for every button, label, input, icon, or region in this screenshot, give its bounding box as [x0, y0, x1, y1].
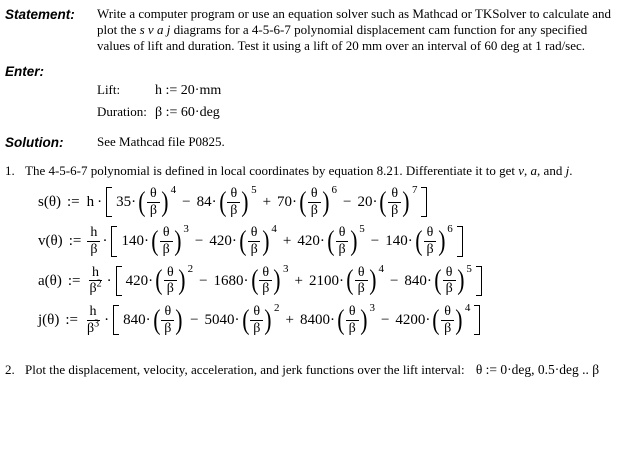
right-paren: ): [161, 185, 169, 218]
term-exponent: 4: [170, 184, 177, 196]
left-bracket: [111, 226, 117, 256]
fraction-denominator: β: [164, 320, 172, 336]
term-exponent: 2: [274, 302, 280, 315]
multiply-dot: ·: [104, 311, 110, 328]
theta-beta-ratio: [137, 186, 176, 218]
theta-beta-ratio: [218, 186, 257, 218]
fraction-numerator: θ: [336, 225, 349, 242]
duration-label: Duration:: [97, 104, 147, 119]
denominator-exponent: 3: [94, 318, 100, 330]
italic-text: s v a j: [139, 22, 171, 37]
right-paren: ): [456, 264, 465, 297]
denominator-exponent: 2: [96, 278, 102, 290]
operator: −: [194, 233, 204, 250]
step-2: [5, 362, 613, 378]
term-exponent: 4: [464, 302, 471, 315]
theta-beta-ratio: [431, 304, 470, 336]
plain-text: Write a computer program or use an equation solver such as Mathcad or TKSolver to calculate and plot the: [97, 6, 612, 37]
fraction-numerator: θ: [308, 186, 321, 203]
step-1-number: 1.: [5, 163, 15, 178]
enter-spacer: [97, 63, 613, 80]
theta-beta-fraction: [441, 304, 454, 336]
theta-beta-fraction: [355, 265, 368, 297]
right-paren: ): [368, 264, 377, 297]
operator: +: [294, 272, 303, 289]
coefficient-fraction: [86, 265, 104, 297]
term-exponent: 6: [447, 223, 453, 236]
assign-operator: :=: [65, 311, 78, 328]
left-paren: (: [138, 185, 146, 218]
fraction-numerator: h: [87, 304, 100, 321]
left-paren: (: [241, 303, 250, 336]
plain-text: ,: [524, 163, 531, 178]
lift-definition: h := 20·mm: [155, 83, 222, 98]
fraction-numerator: θ: [355, 265, 368, 282]
left-paren: (: [414, 225, 423, 258]
theta-beta-fraction: [160, 225, 173, 257]
left-paren: (: [327, 225, 335, 258]
coefficient-fraction: [87, 225, 100, 257]
enter-values-section: [5, 80, 613, 126]
enter-row-lift: [97, 82, 613, 104]
operator: −: [380, 311, 390, 328]
theta-beta-ratio: [241, 304, 280, 336]
fraction-numerator: θ: [227, 186, 240, 203]
left-paren: (: [299, 185, 307, 218]
right-bracket: [474, 305, 480, 335]
fraction-numerator: h: [89, 265, 102, 282]
enter-rows: [97, 82, 613, 126]
multiply-dot: ·: [106, 272, 112, 289]
duration-definition: β := 60·deg: [155, 105, 220, 120]
theta-beta-fraction: [161, 304, 174, 336]
term-exponent: 4: [378, 262, 384, 275]
plain-text: diagrams for a 4-5-6-7 polynomial displacement cam function for any specified values of lift and duration. Test it using a lift of 20 mm over an interval of 60 deg at 1 rad/sec.: [97, 22, 588, 53]
theta-beta-fraction: [227, 186, 240, 218]
operator: −: [370, 233, 380, 250]
right-paren: ): [437, 225, 446, 258]
statement-label: Statement:: [5, 7, 75, 22]
fraction-numerator: θ: [250, 304, 263, 321]
step-1: [5, 163, 613, 179]
right-bracket: [457, 226, 463, 256]
lift-label: Lift:: [97, 82, 121, 97]
left-paren: (: [155, 264, 163, 297]
equation-body: [38, 186, 427, 218]
right-paren: ): [175, 303, 183, 336]
italic-text: v: [518, 163, 525, 178]
theta-range-definition: θ := 0·deg, 0.5·deg .. β: [475, 362, 600, 378]
left-paren: (: [346, 264, 354, 297]
fraction-denominator: β: [444, 320, 452, 336]
theta-beta-fraction: [423, 225, 436, 257]
step-1-text: [25, 163, 572, 179]
theta-beta-ratio: [433, 262, 472, 297]
step-2-text: [25, 362, 599, 378]
fraction-denominator: $\beta^3$: [86, 318, 100, 336]
equations-list: [38, 186, 613, 336]
plain-text: .: [569, 163, 573, 178]
left-paren: (: [239, 225, 247, 258]
term-coefficient: 35·: [116, 193, 137, 210]
term-exponent: 3: [183, 223, 189, 236]
term-coefficient: 420·: [209, 233, 237, 250]
assign-operator: :=: [67, 193, 80, 210]
right-paren: ): [261, 225, 270, 258]
operator: −: [343, 193, 352, 210]
right-paren: ): [241, 185, 249, 218]
enter-row-duration: [97, 104, 613, 126]
statement-section: [5, 6, 613, 54]
left-paren: (: [151, 225, 159, 258]
right-paren: ): [264, 303, 272, 336]
theta-beta-fraction: [443, 265, 456, 297]
fraction-denominator: β: [357, 281, 365, 297]
operator: −: [190, 311, 199, 328]
enter-label: Enter:: [5, 64, 45, 79]
right-paren: ): [402, 185, 410, 218]
equation-body: [38, 225, 463, 257]
function-name: j(θ): [38, 311, 60, 328]
term-exponent: 7: [411, 184, 418, 196]
fraction-denominator: β: [445, 281, 453, 297]
plain-text: , and: [537, 163, 566, 178]
italic-text: a: [530, 163, 538, 178]
right-bracket: [476, 266, 482, 296]
assign-operator: :=: [68, 233, 82, 250]
fraction-numerator: θ: [259, 265, 272, 282]
enter-values-gutter: [5, 80, 97, 126]
term-exponent: 4: [271, 223, 277, 236]
term-coefficient: 1680·: [213, 272, 249, 289]
fraction-denominator: β: [391, 202, 399, 218]
fraction-numerator: θ: [164, 265, 177, 282]
fraction-denominator: β: [426, 242, 434, 258]
theta-beta-fraction: [346, 304, 359, 336]
term-coefficient: 840·: [123, 311, 151, 328]
step-2-number: 2.: [5, 362, 15, 378]
theta-beta-fraction: [259, 265, 272, 297]
left-paren: (: [379, 185, 387, 218]
term-exponent: 3: [283, 262, 289, 275]
fraction-denominator: β: [310, 202, 318, 218]
fraction-denominator: β: [348, 320, 356, 336]
theta-beta-ratio: [345, 262, 384, 297]
fraction-denominator: β: [166, 281, 174, 297]
theta-beta-fraction: [250, 304, 263, 336]
right-paren: ): [273, 264, 281, 297]
fraction-denominator: $\beta^2$: [89, 278, 102, 297]
theta-beta-ratio: [336, 304, 375, 336]
term-coefficient: 140·: [385, 233, 413, 250]
term-coefficient: 70·: [277, 193, 298, 210]
solution-text: See Mathcad file P0825.: [97, 134, 225, 149]
italic-text: j: [565, 163, 570, 178]
fraction-denominator: β: [250, 242, 258, 258]
fraction-numerator: θ: [160, 225, 173, 242]
fraction-numerator: θ: [424, 225, 437, 242]
term-coefficient: 84·: [196, 193, 217, 210]
fraction-denominator: β: [149, 202, 157, 218]
term-coefficient: 4200·: [395, 311, 431, 328]
equation-a: [38, 262, 613, 297]
plain-text: The 4-5-6-7 polynomial is defined in local coordinates by equation 8.21. Differentiate it to get: [25, 163, 519, 178]
operator: −: [199, 272, 208, 289]
statement-text: [97, 6, 613, 54]
term-exponent: 5: [359, 223, 365, 236]
term-coefficient: 140·: [121, 233, 149, 250]
theta-beta-ratio: [250, 262, 289, 297]
term-exponent: 5: [466, 262, 472, 275]
right-paren: ): [178, 264, 186, 297]
theta-beta-fraction: [248, 225, 261, 257]
equation-body: [38, 304, 480, 336]
term-coefficient: 20·: [357, 193, 378, 210]
theta-beta-ratio: [154, 262, 194, 297]
fraction-numerator: θ: [248, 225, 261, 242]
term-exponent: 5: [251, 184, 257, 196]
theta-beta-ratio: [326, 225, 365, 257]
right-paren: ): [322, 185, 330, 218]
right-paren: ): [349, 225, 358, 258]
fraction-numerator: θ: [441, 304, 454, 321]
right-paren: ): [173, 225, 182, 258]
left-paren: (: [250, 264, 259, 297]
theta-beta-ratio: [414, 225, 453, 257]
fraction-numerator: θ: [443, 265, 456, 282]
term-coefficient: 420·: [297, 233, 325, 250]
operator: −: [389, 272, 399, 289]
term-coefficient: 2100·: [308, 272, 344, 289]
operator: +: [282, 233, 292, 250]
coefficient-symbol: h: [86, 193, 95, 210]
fraction-numerator: θ: [161, 304, 174, 321]
coefficient-fraction: [84, 304, 102, 336]
term-exponent: 6: [331, 184, 337, 196]
fraction-denominator: β: [253, 320, 261, 336]
fraction-denominator: β: [162, 242, 170, 258]
equation-body: [38, 262, 482, 297]
theta-beta-ratio: [150, 225, 189, 257]
multiply-dot: ·: [102, 233, 108, 250]
step-2-sentence: Plot the displacement, velocity, acceleration, and jerk functions over the lift interval:: [25, 362, 465, 378]
solution-label: Solution:: [5, 135, 64, 150]
term-coefficient: 420·: [125, 272, 154, 289]
solution-section: [5, 134, 613, 151]
fraction-numerator: h: [87, 225, 100, 242]
term-coefficient: 5040·: [204, 311, 240, 328]
term-exponent: 2: [187, 262, 194, 275]
theta-beta-ratio: [298, 186, 337, 218]
term-coefficient: 8400·: [299, 311, 335, 328]
equation-j: [38, 304, 613, 336]
multiply-dot: ·: [97, 193, 103, 210]
fraction-denominator: β: [230, 202, 238, 218]
fraction-denominator: β: [90, 242, 98, 258]
left-bracket: [116, 266, 122, 296]
operator: +: [285, 311, 294, 328]
assign-operator: :=: [67, 272, 81, 289]
fraction-numerator: θ: [346, 304, 359, 321]
fraction-denominator: β: [262, 281, 270, 297]
enter-section: [5, 63, 613, 80]
theta-beta-fraction: [388, 186, 401, 218]
equation-s: [38, 186, 613, 218]
theta-beta-fraction: [147, 186, 160, 218]
fraction-denominator: β: [338, 242, 346, 258]
theta-beta-ratio: [152, 304, 184, 336]
right-paren: ): [455, 303, 463, 336]
operator: +: [262, 193, 272, 210]
right-paren: ): [359, 303, 368, 336]
left-bracket: [113, 305, 119, 335]
term-coefficient: 840·: [404, 272, 432, 289]
left-paren: (: [337, 303, 345, 336]
operator: −: [182, 193, 191, 210]
fraction-numerator: θ: [388, 186, 401, 203]
left-paren: (: [152, 303, 161, 336]
equation-v: [38, 225, 613, 257]
fraction-numerator: θ: [147, 186, 160, 203]
right-bracket: [421, 187, 427, 217]
function-name: v(θ): [38, 233, 63, 250]
term-exponent: 3: [369, 302, 375, 315]
theta-beta-fraction: [336, 225, 349, 257]
left-paren: (: [218, 185, 227, 218]
theta-beta-ratio: [238, 225, 277, 257]
left-bracket: [106, 187, 112, 217]
theta-beta-ratio: [378, 186, 417, 218]
left-paren: (: [434, 264, 442, 297]
theta-beta-fraction: [308, 186, 321, 218]
function-name: a(θ): [38, 272, 62, 289]
function-name: s(θ): [38, 193, 62, 210]
theta-beta-fraction: [164, 265, 177, 297]
left-paren: (: [432, 303, 440, 336]
